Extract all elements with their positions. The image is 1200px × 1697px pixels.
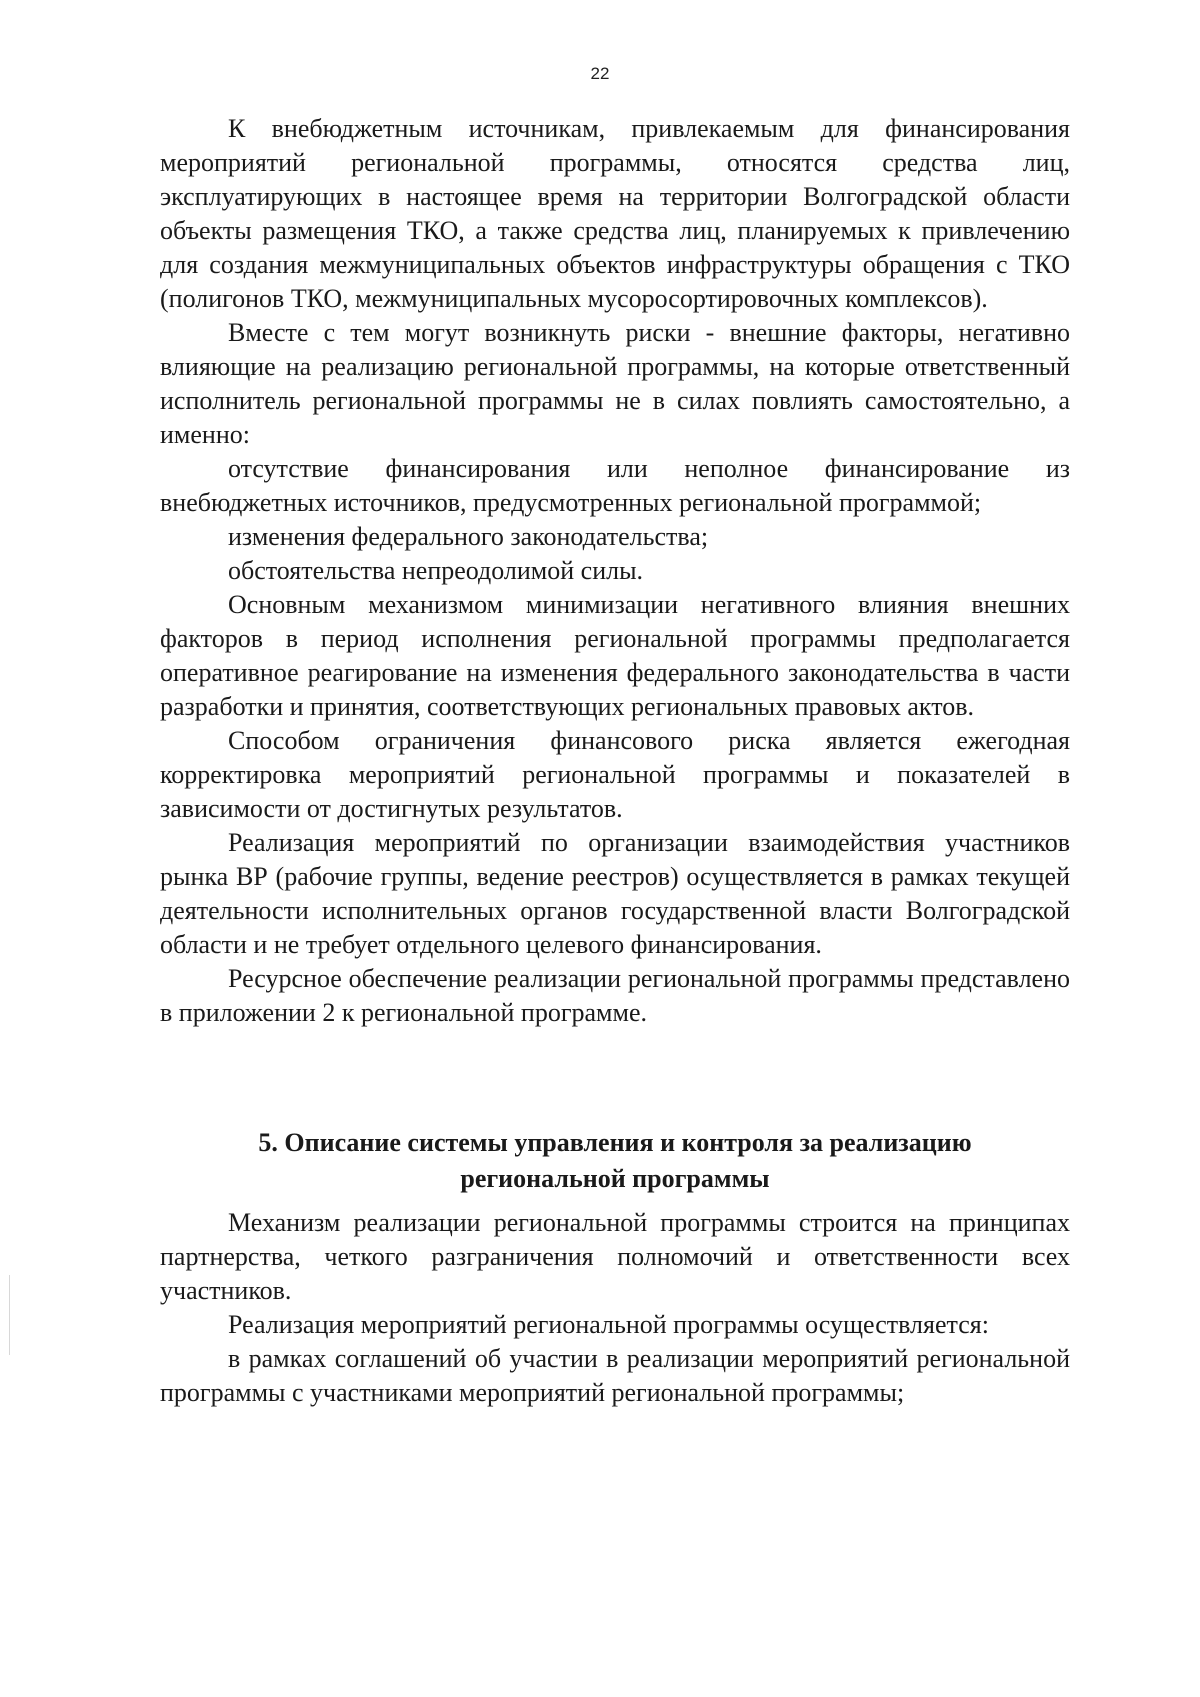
paragraph: Реализация мероприятий по организации взаимодействия участников рынка ВР (рабочие группы, ведение реестров) осуществляется в рамках текущей деятельности исполнительных органов государственной власти Волгоградской области и не требует отдельного целевого финансирования. bbox=[160, 828, 1070, 959]
paragraph: Вместе с тем могут возникнуть риски - внешние факторы, негативно влияющие на реализацию региональной программы, на которые ответственный исполнитель региональной программы не в силах повлиять самостоятельно, а именно: bbox=[160, 318, 1070, 449]
paragraph: К внебюджетным источникам, привлекаемым для финансирования мероприятий региональной программы, относятся средства лиц, эксплуатирующих в настоящее время на территории Волгоградской области объекты размещения ТКО, а также средства лиц, планируемых к привлечению для создания межмуниципальных объектов инфраструктуры обращения с ТКО (полигонов ТКО, межмуниципальных мусоросортировочных комплексов). bbox=[160, 114, 1070, 313]
body-text-block-1 bbox=[160, 112, 1070, 1030]
paragraph: Способом ограничения финансового риска является ежегодная корректировка мероприятий региональной программы и показателей в зависимости от достигнутых результатов. bbox=[160, 726, 1070, 823]
paragraph: Реализация мероприятий региональной программы осуществляется: bbox=[228, 1310, 989, 1339]
section-heading bbox=[160, 1125, 1070, 1197]
section-title-line-2: региональной программы bbox=[460, 1164, 770, 1193]
body-text-block-2 bbox=[160, 1206, 1070, 1410]
section-title-line-1: 5. Описание системы управления и контроля за реализацию bbox=[258, 1128, 972, 1157]
paragraph: Ресурсное обеспечение реализации региональной программы представлено в приложении 2 к региональной программе. bbox=[160, 964, 1070, 1027]
scan-edge-mark bbox=[9, 1275, 10, 1355]
list-item: обстоятельства непреодолимой силы. bbox=[228, 556, 644, 585]
page-number: 22 bbox=[590, 64, 610, 83]
paragraph: Механизм реализации региональной программы строится на принципах партнерства, четкого разграничения полномочий и ответственности всех участников. bbox=[160, 1208, 1070, 1305]
list-item: в рамках соглашений об участии в реализации мероприятий региональной программы с участниками мероприятий региональной программы; bbox=[160, 1344, 1070, 1407]
list-item: отсутствие финансирования или неполное финансирование из внебюджетных источников, предусмотренных региональной программой; bbox=[160, 454, 1070, 517]
paragraph: Основным механизмом минимизации негативного влияния внешних факторов в период исполнения региональной программы предполагается оперативное реагирование на изменения федерального законодательства в части разработки и принятия, соответствующих региональных правовых актов. bbox=[160, 590, 1070, 721]
list-item: изменения федерального законодательства; bbox=[228, 522, 709, 551]
